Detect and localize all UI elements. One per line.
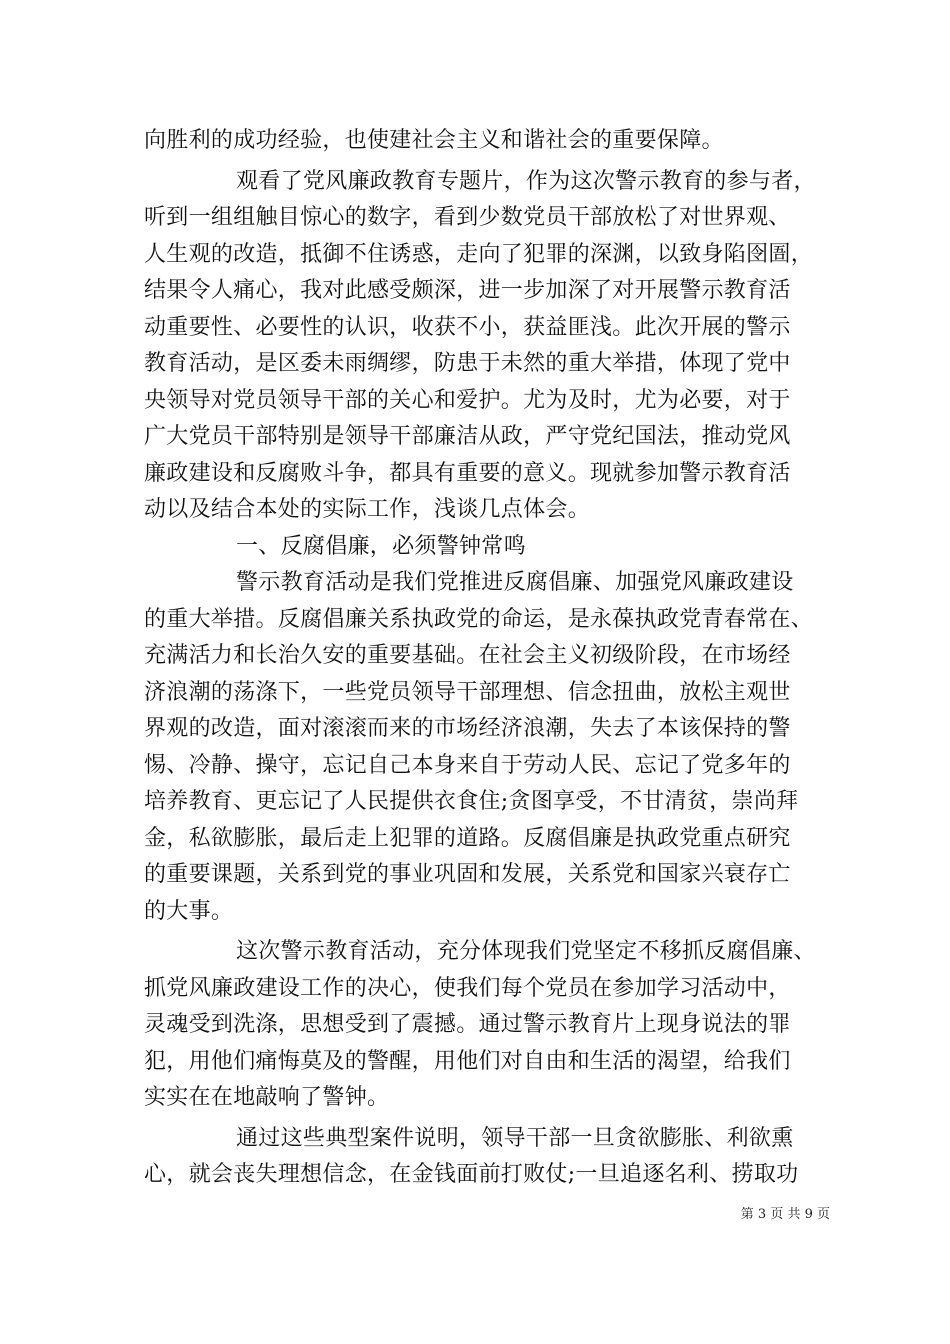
text-line: 心，就会丧失理想信念，在金钱面前打败仗;一旦追逐名利、捞取功 (144, 1162, 799, 1187)
text-line: 济浪潮的荡涤下，一些党员领导干部理想、信念扭曲，放松主观世 (144, 679, 791, 705)
text-line: 犯，用他们痛悔莫及的警醒，用他们对自由和生活的渴望，给我们 (144, 1048, 791, 1074)
text-line: 惕、冷静、操守，忘记自己本身来自于劳动人民、忘记了党多年的 (144, 752, 791, 778)
text-line: 实实在在地敲响了警钟。 (144, 1085, 390, 1110)
text-line: 向胜利的成功经验，也使建社会主义和谐社会的重要保障。 (144, 128, 724, 153)
text-line: 灵魂受到洗涤，思想受到了震撼。通过警示教育片上现身说法的罪 (144, 1012, 791, 1037)
body-text (144, 123, 829, 1194)
text-line: 听到一组组触目惊心的数字，看到少数党员干部放松了对世界观、 (144, 205, 791, 230)
text-line: 金，私欲膨胀，最后走上犯罪的道路。反腐倡廉是执政党重点研究 (144, 825, 791, 851)
paragraph-start-line: 通过这些典型案件说明，领导干部一旦贪欲膨胀、利欲熏 (236, 1125, 794, 1151)
text-line: 教育活动，是区委未雨绸缪，防患于未然的重大举措，体现了党中 (144, 351, 791, 376)
page-number: 第 3 页 共 9 页 (740, 1207, 830, 1222)
text-line: 培养教育、更忘记了人民提供衣食住;贪图享受，不甘清贫，崇尚拜 (144, 789, 799, 814)
text-line: 广大党员干部特别是领导干部廉洁从政，严守党纪国法，推动党风 (144, 424, 791, 449)
paragraph-start-line: 这次警示教育活动，充分体现我们党坚定不移抓反腐倡廉、 (236, 939, 816, 964)
text-line: 结果令人痛心，我对此感受颇深，进一步加深了对开展警示教育活 (144, 278, 791, 303)
text-line: 界观的改造，面对滚滚而来的市场经济浪潮，失去了本该保持的警 (144, 716, 791, 741)
text-line: 的大事。 (144, 898, 234, 924)
text-line: 充满活力和长治久安的重要基础。在社会主义初级阶段，在市场经 (144, 643, 791, 668)
section-heading: 一、反腐倡廉，必须警钟常鸣 (236, 533, 526, 559)
text-line: 的重大举措。反腐倡廉关系执政党的命运，是永葆执政党青春常在、 (144, 606, 814, 632)
text-line: 廉政建设和反腐败斗争，都具有重要的意义。现就参加警示教育活 (144, 460, 791, 486)
text-line: 动以及结合本处的实际工作，浅谈几点体会。 (144, 497, 591, 522)
paragraph-start-line: 警示教育活动是我们党推进反腐倡廉、加强党风廉政建设 (236, 570, 794, 595)
paragraph-start-line: 观看了党风廉政教育专题片，作为这次警示教育的参与者， (236, 168, 816, 194)
text-line: 动重要性、必要性的认识，收获不小，获益匪浅。此次开展的警示 (144, 314, 791, 340)
text-line: 人生观的改造，抵御不住诱惑，走向了犯罪的深渊，以致身陷囹圄， (144, 241, 814, 267)
text-line: 抓党风廉政建设工作的决心，使我们每个党员在参加学习活动中， (144, 975, 791, 1001)
text-line: 的重要课题，关系到党的事业巩固和发展，关系党和国家兴衰存亡 (144, 862, 791, 887)
text-line: 央领导对党员领导干部的关心和爱护。尤为及时，尤为必要，对于 (144, 387, 791, 413)
